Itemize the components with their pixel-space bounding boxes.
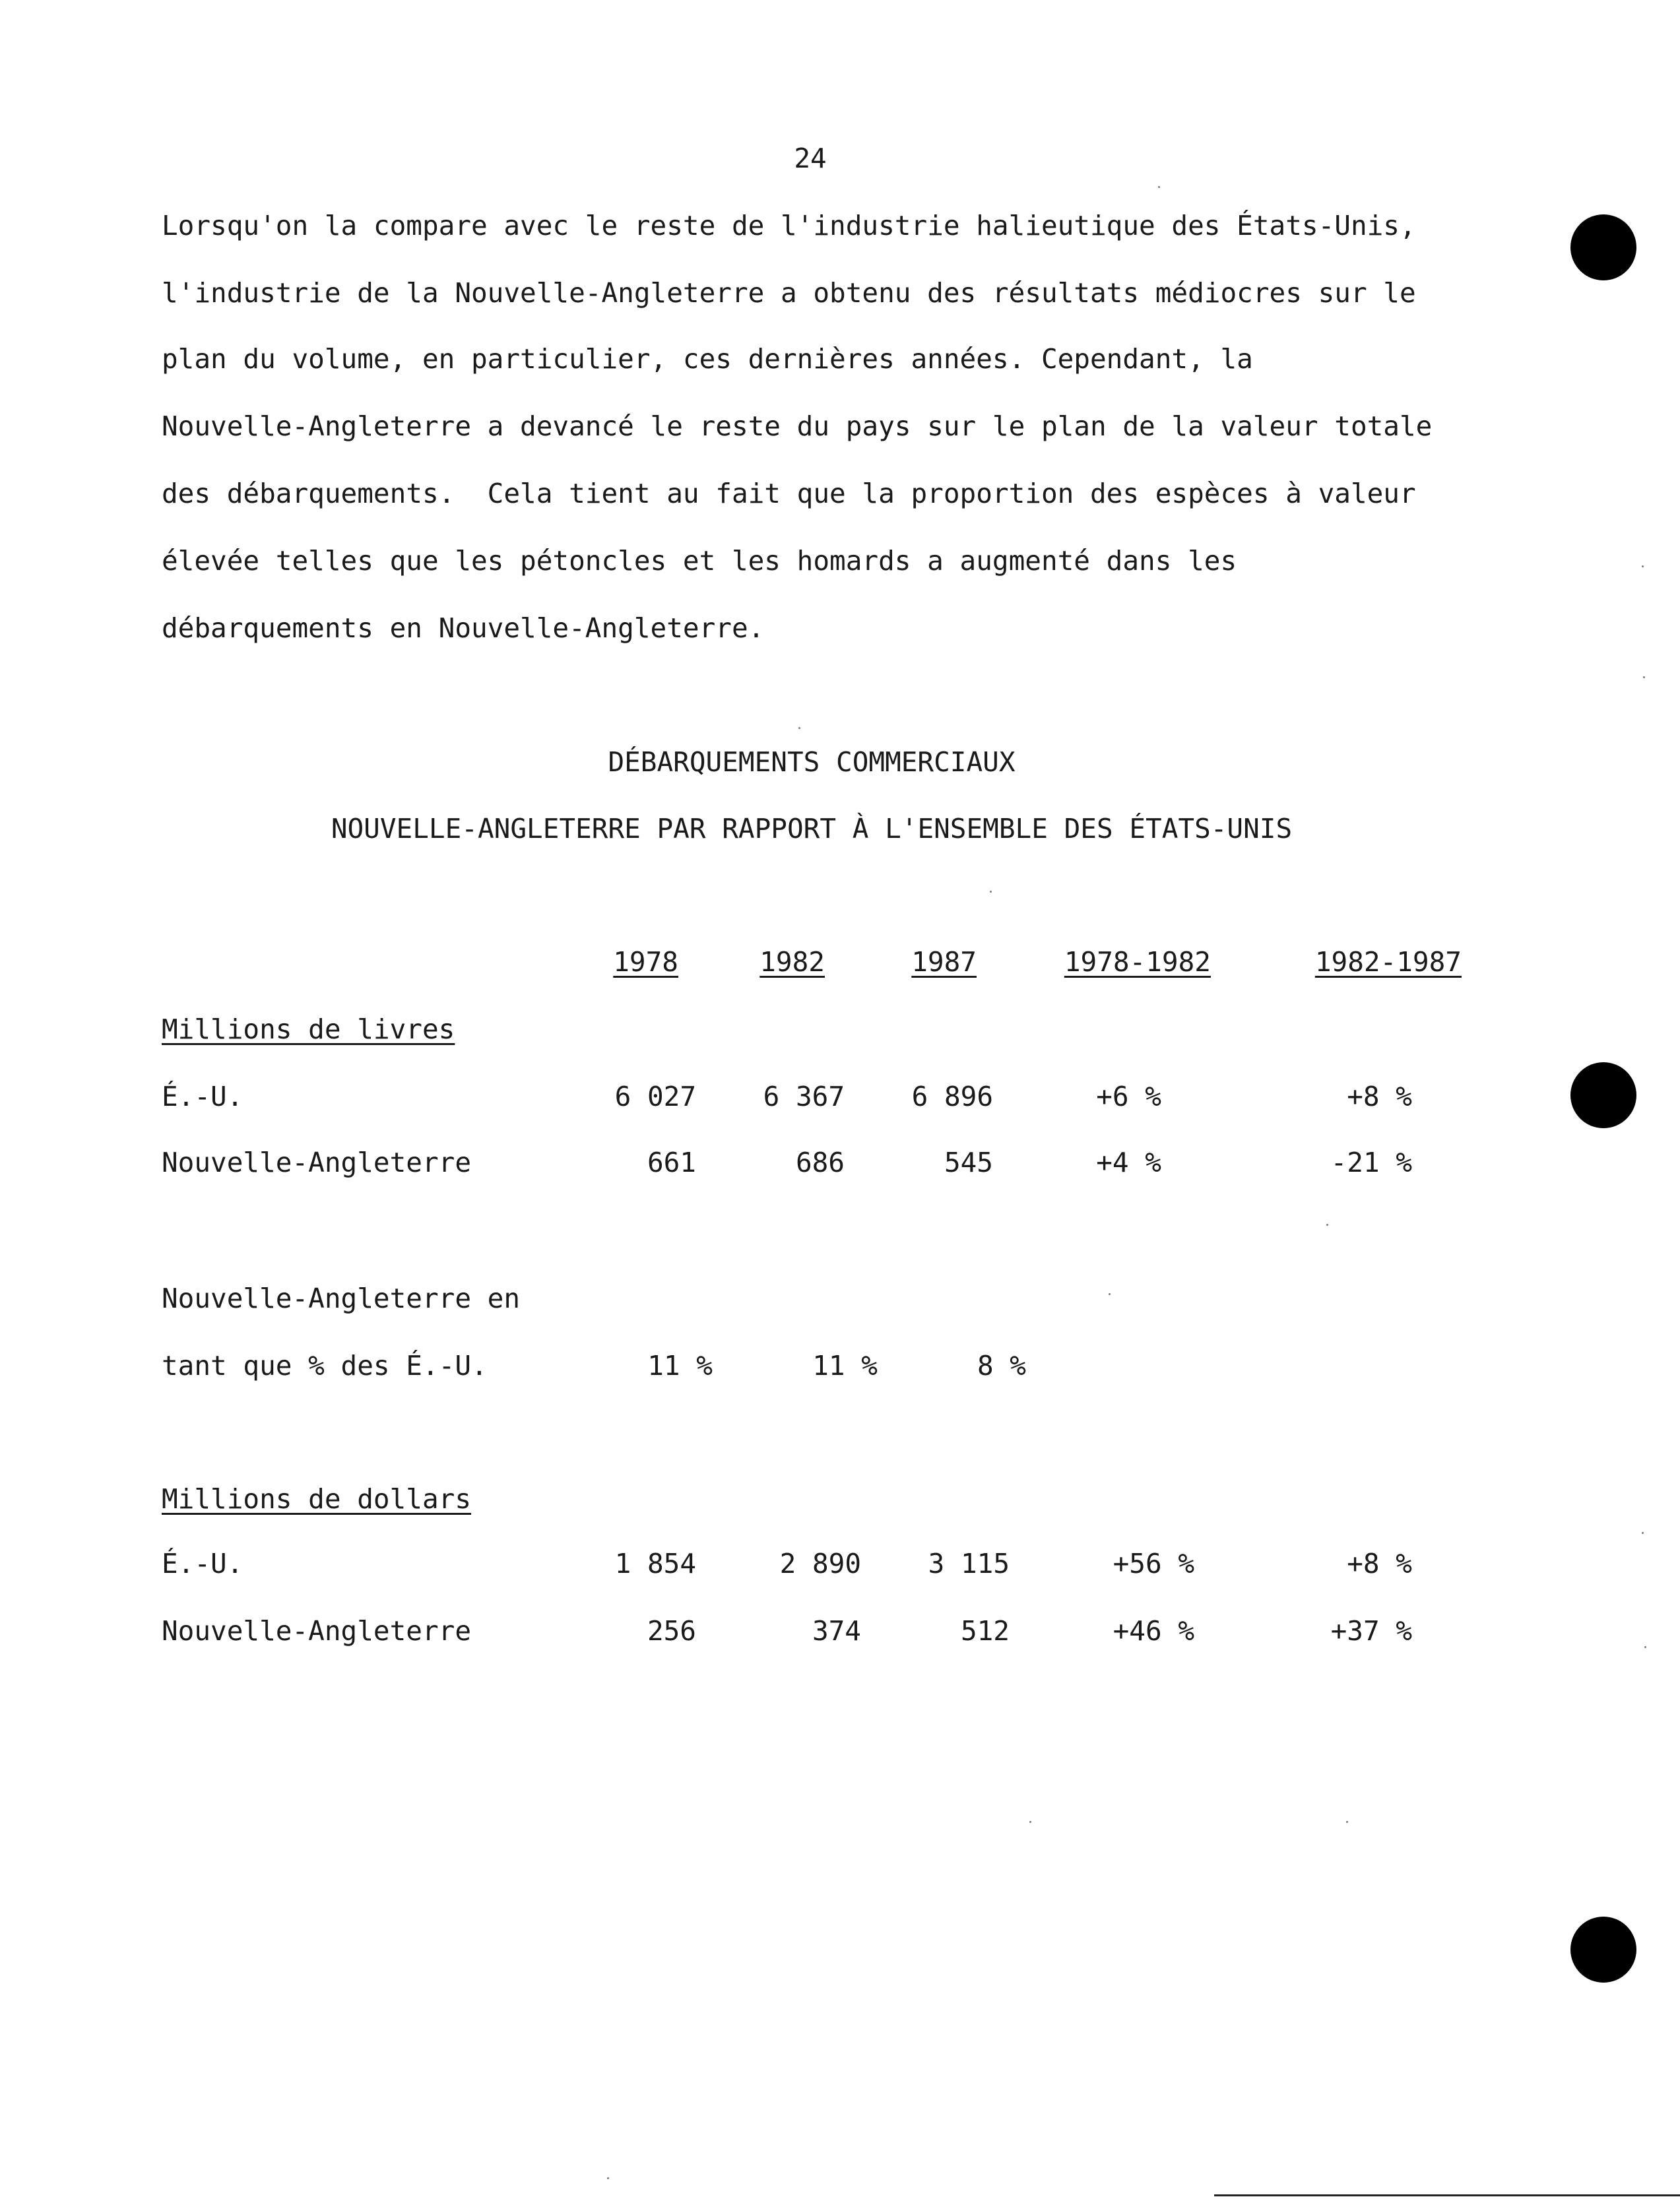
row-label: Nouvelle-Angleterre — [162, 1147, 471, 1178]
table-subtitle: NOUVELLE-ANGLETERRE PAR RAPPORT À L'ENSEMBLE DES ÉTATS-UNIS — [331, 813, 1293, 845]
table-cell: +37 % — [1330, 1615, 1412, 1647]
binder-hole-bottom — [1570, 1917, 1636, 1983]
table-cell: 512 — [960, 1615, 1010, 1647]
table-title: DÉBARQUEMENTS COMMERCIAUX — [608, 746, 1016, 778]
table-cell: 2 890 — [779, 1548, 861, 1579]
paragraph-line: plan du volume, en particulier, ces dernières années. Cependant, la — [162, 343, 1253, 375]
table-cell: +8 % — [1347, 1081, 1412, 1112]
binder-hole-middle — [1570, 1062, 1636, 1128]
table-cell: 686 — [795, 1147, 845, 1178]
table-cell: +56 % — [1113, 1548, 1194, 1579]
table-cell: 256 — [647, 1615, 696, 1647]
row-label: Nouvelle-Angleterre — [162, 1615, 471, 1647]
scan-speck — [1029, 1821, 1031, 1823]
table-cell: 545 — [944, 1147, 993, 1178]
paragraph-line: des débarquements. Cela tient au fait que la proportion des espèces à valeur — [162, 478, 1416, 509]
table-cell: +8 % — [1347, 1548, 1412, 1579]
section-title-pounds: Millions de livres — [162, 1013, 455, 1045]
scan-speck — [1346, 1821, 1348, 1823]
table-cell: +46 % — [1113, 1615, 1194, 1647]
column-header: 1978 — [613, 946, 678, 978]
page-edge-line — [1214, 2194, 1680, 2196]
scan-speck — [1642, 565, 1644, 567]
scan-speck — [607, 2177, 609, 2179]
table-cell: 8 % — [977, 1350, 1026, 1382]
paragraph-line: l'industrie de la Nouvelle-Angleterre a obtenu des résultats médiocres sur le — [162, 277, 1416, 309]
scan-speck — [1642, 1532, 1644, 1534]
table-cell: 6 896 — [911, 1081, 993, 1112]
table-cell: 3 115 — [928, 1548, 1010, 1579]
scan-speck — [1326, 1224, 1328, 1226]
scan-speck — [798, 727, 800, 729]
table-cell: 11 % — [647, 1350, 713, 1382]
scan-speck — [990, 891, 992, 893]
column-header: 1982 — [759, 946, 825, 978]
share-label-line1: Nouvelle-Angleterre en — [162, 1283, 521, 1314]
paragraph-line: débarquements en Nouvelle-Angleterre. — [162, 612, 765, 644]
table-cell: -21 % — [1330, 1147, 1412, 1178]
paragraph-line: Nouvelle-Angleterre a devancé le reste du pays sur le plan de la valeur totale — [162, 410, 1433, 442]
scan-speck — [1643, 676, 1645, 678]
row-label: É.-U. — [162, 1081, 243, 1112]
scan-speck — [1644, 1646, 1646, 1648]
share-label-line2: tant que % des É.-U. — [162, 1350, 488, 1382]
table-cell: 6 367 — [763, 1081, 845, 1112]
binder-hole-top — [1570, 214, 1636, 280]
table-cell: +6 % — [1096, 1081, 1161, 1112]
row-label: É.-U. — [162, 1548, 243, 1579]
table-cell: 1 854 — [614, 1548, 696, 1579]
column-header: 1982-1987 — [1314, 946, 1462, 978]
scan-speck — [1158, 186, 1160, 188]
table-cell: 6 027 — [614, 1081, 696, 1112]
column-header: 1978-1982 — [1064, 946, 1211, 978]
paragraph-line: Lorsqu'on la compare avec le reste de l'industrie halieutique des États-Unis, — [162, 210, 1416, 241]
table-cell: 374 — [812, 1615, 861, 1647]
table-cell: +4 % — [1096, 1147, 1161, 1178]
column-header: 1987 — [911, 946, 977, 978]
table-cell: 661 — [647, 1147, 696, 1178]
section-title-dollars: Millions de dollars — [162, 1483, 471, 1515]
paragraph-line: élevée telles que les pétoncles et les homards a augmenté dans les — [162, 545, 1237, 577]
page-number: 24 — [794, 143, 827, 174]
scan-speck — [1109, 1293, 1111, 1295]
table-cell: 11 % — [812, 1350, 878, 1382]
